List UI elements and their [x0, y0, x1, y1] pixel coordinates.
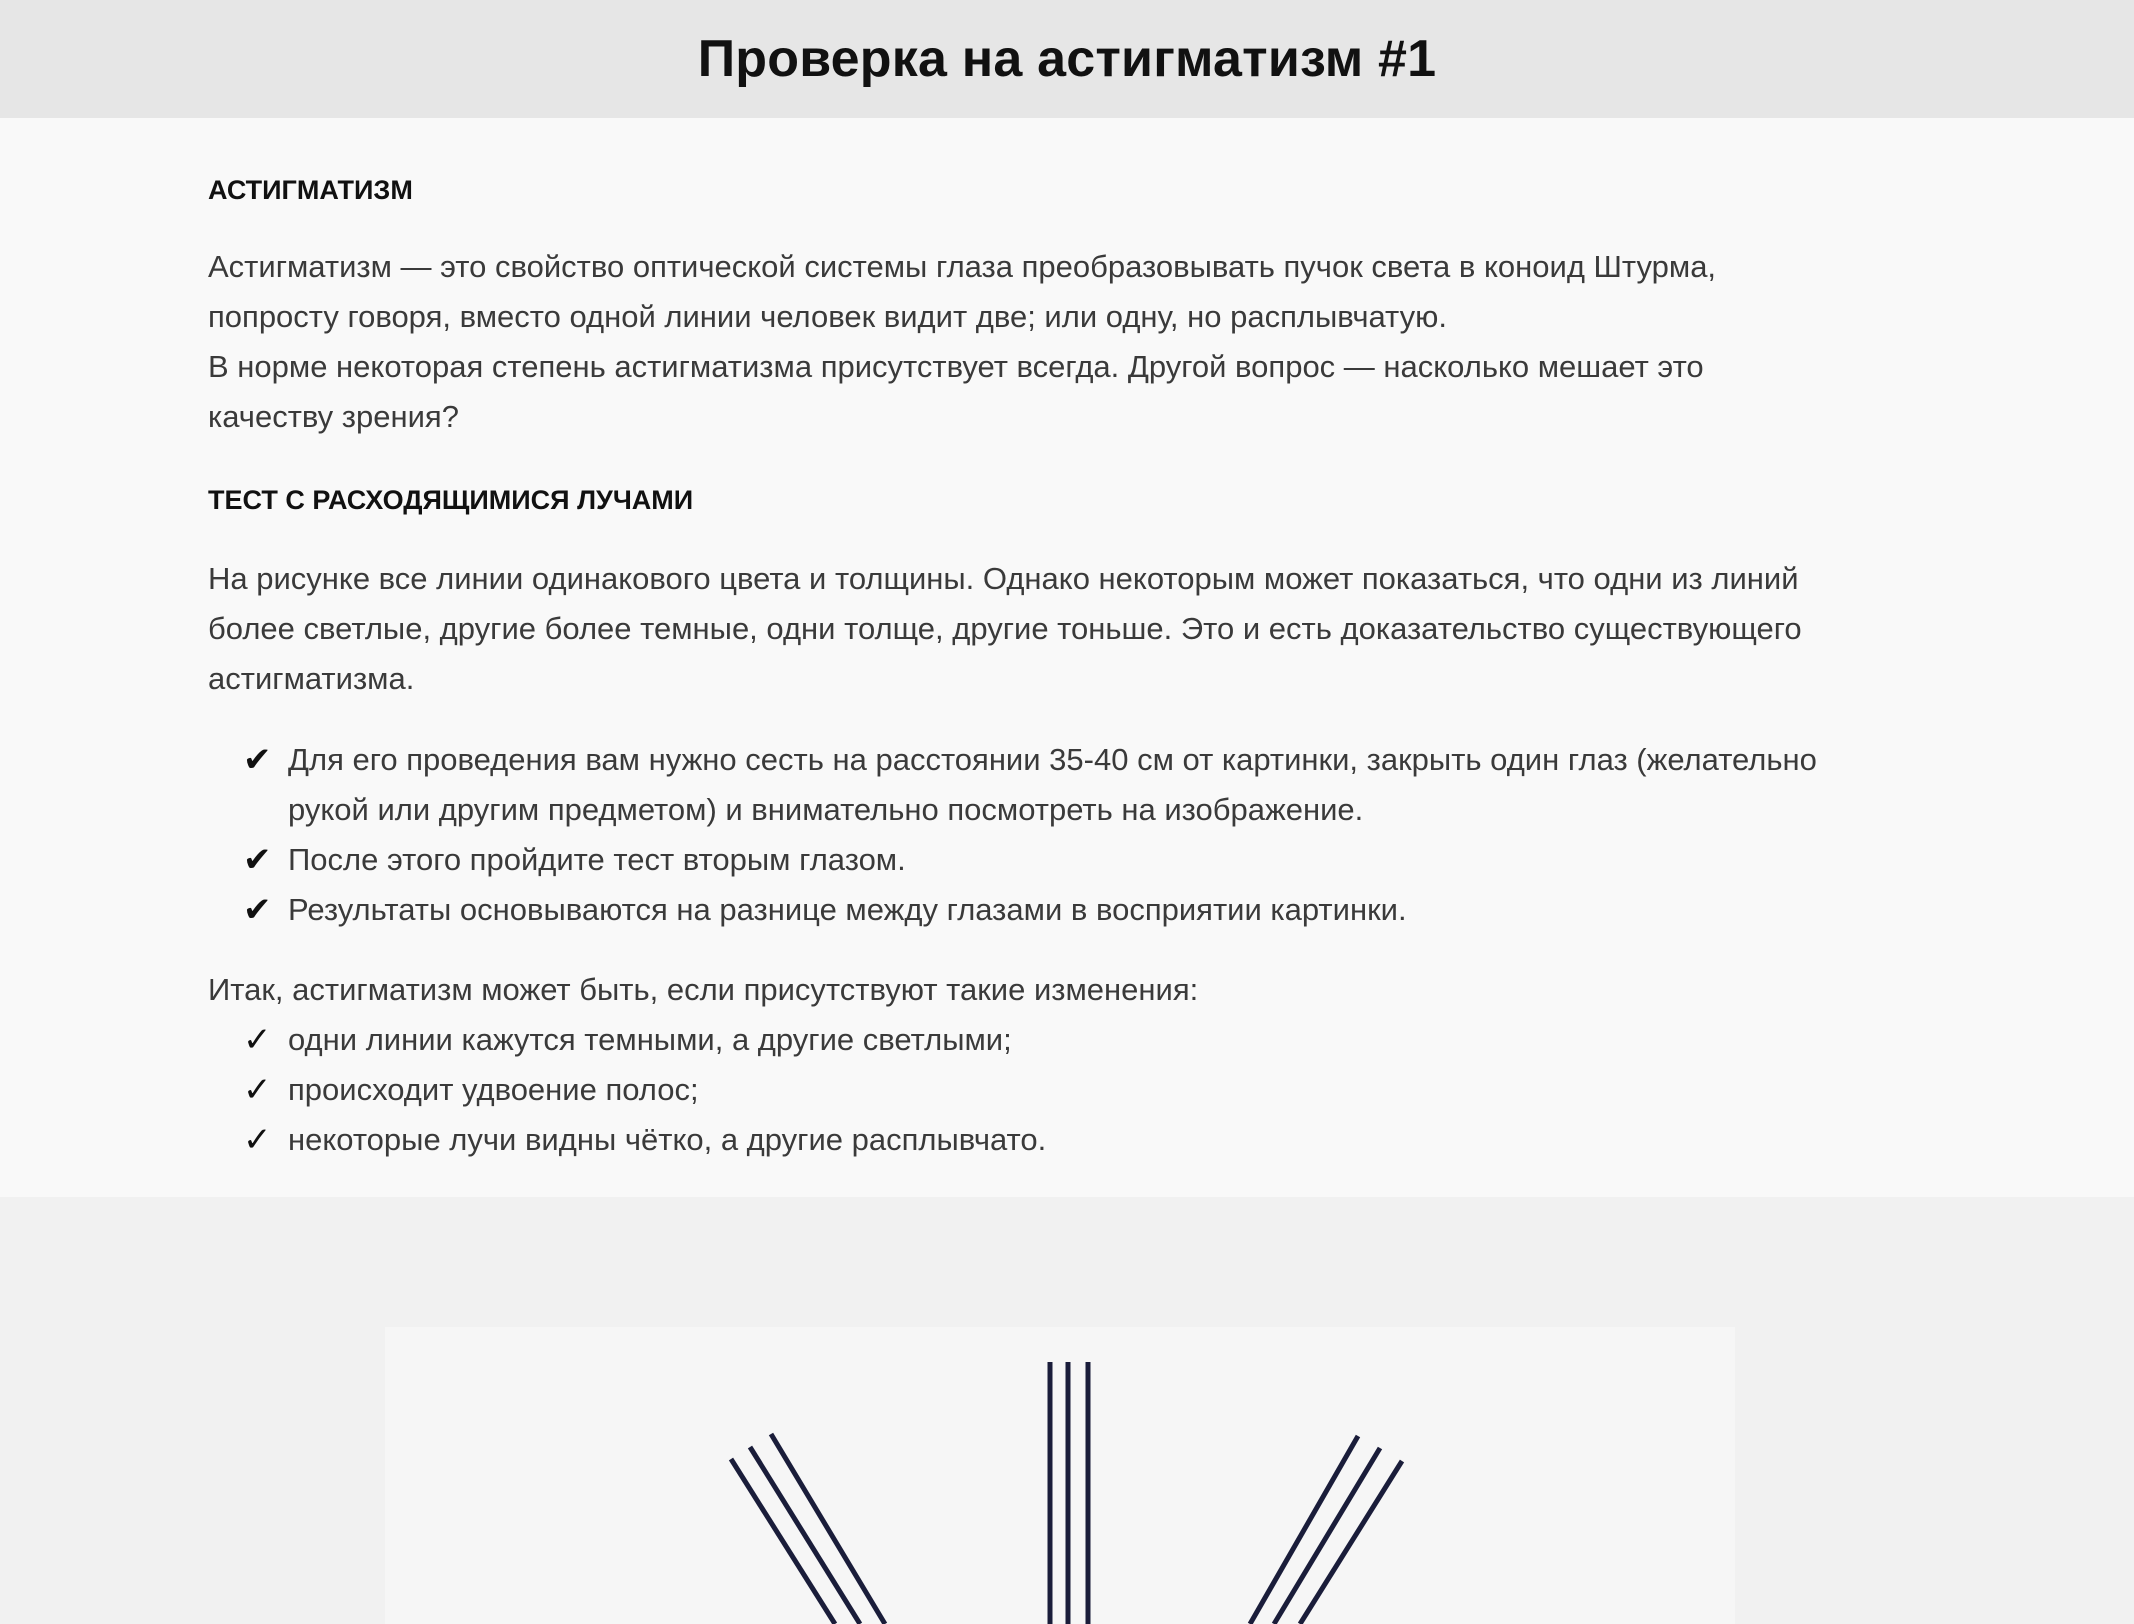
list-item-text: После этого пройдите тест вторым глазом. [288, 842, 906, 877]
ray-lines [731, 1362, 1402, 1624]
test-paragraph [208, 554, 1926, 704]
list-item-text: происходит удвоение полос; [288, 1072, 699, 1107]
page-header [0, 0, 2134, 118]
intro-line: качеству зрения? [208, 399, 459, 434]
instructions-list [208, 735, 1926, 935]
heavy-check-icon: ✔ [243, 891, 272, 929]
list-item [243, 885, 1926, 935]
intro-line: Астигматизм — это свойство оптической системы глаза преобразовывать пучок света в коноид Штурма, [208, 249, 1717, 284]
check-icon: ✓ [243, 1121, 272, 1159]
ray-line [771, 1434, 885, 1624]
list-item [243, 1065, 1926, 1115]
list-item-line: рукой или другим предметом) и внимательно посмотреть на изображение. [288, 792, 1364, 827]
check-icon: ✓ [243, 1071, 272, 1109]
intro-paragraph [208, 242, 1926, 442]
article-content [0, 118, 2134, 1197]
list-item [243, 1015, 1926, 1065]
list-item-text [288, 735, 1817, 835]
section-heading-astigmatism: АСТИГМАТИЗМ [208, 175, 413, 205]
list-item-text: одни линии кажутся темными, а другие светлыми; [288, 1022, 1012, 1057]
radiating-lines-image [0, 1197, 2134, 1624]
ray-line [1300, 1461, 1402, 1624]
test-line: На рисунке все линии одинакового цвета и толщины. Однако некоторым может показаться, что одни из линий [208, 561, 1799, 596]
section-heading-test: ТЕСТ С РАСХОДЯЩИМИСЯ ЛУЧАМИ [208, 485, 694, 515]
list-item-line: Для его проведения вам нужно сесть на расстоянии 35-40 см от картинки, закрыть один глаз (желательно [288, 742, 1817, 777]
test-line: астигматизма. [208, 661, 415, 696]
list-item-text: некоторые лучи видны чётко, а другие расплывчато. [288, 1122, 1047, 1157]
intro-line: В норме некоторая степень астигматизма присутствует всегда. Другой вопрос — насколько мешает это [208, 349, 1704, 384]
check-icon: ✓ [243, 1021, 272, 1059]
page-title: Проверка на астигматизм #1 [697, 30, 1437, 88]
heavy-check-icon: ✔ [243, 841, 272, 879]
ray-line [750, 1447, 860, 1624]
intro-line: попросту говоря, вместо одной линии человек видит две; или одну, но расплывчатую. [208, 299, 1447, 334]
conclusion-text: Итак, астигматизм может быть, если присутствуют такие изменения: [208, 972, 1199, 1007]
list-item [243, 835, 1926, 885]
astigmatism-test-figure [0, 1197, 2134, 1624]
ray-line [1250, 1436, 1358, 1624]
ray-line [1274, 1448, 1380, 1624]
list-item [243, 735, 1926, 835]
ray-line [731, 1459, 835, 1624]
heavy-check-icon: ✔ [243, 741, 272, 779]
list-item [243, 1115, 1926, 1165]
signs-list [208, 1015, 1926, 1165]
list-item-text: Результаты основываются на разнице между глазами в восприятии картинки. [288, 892, 1407, 927]
test-line: более светлые, другие более темные, одни толще, другие тоньше. Это и есть доказательство существующего [208, 611, 1802, 646]
